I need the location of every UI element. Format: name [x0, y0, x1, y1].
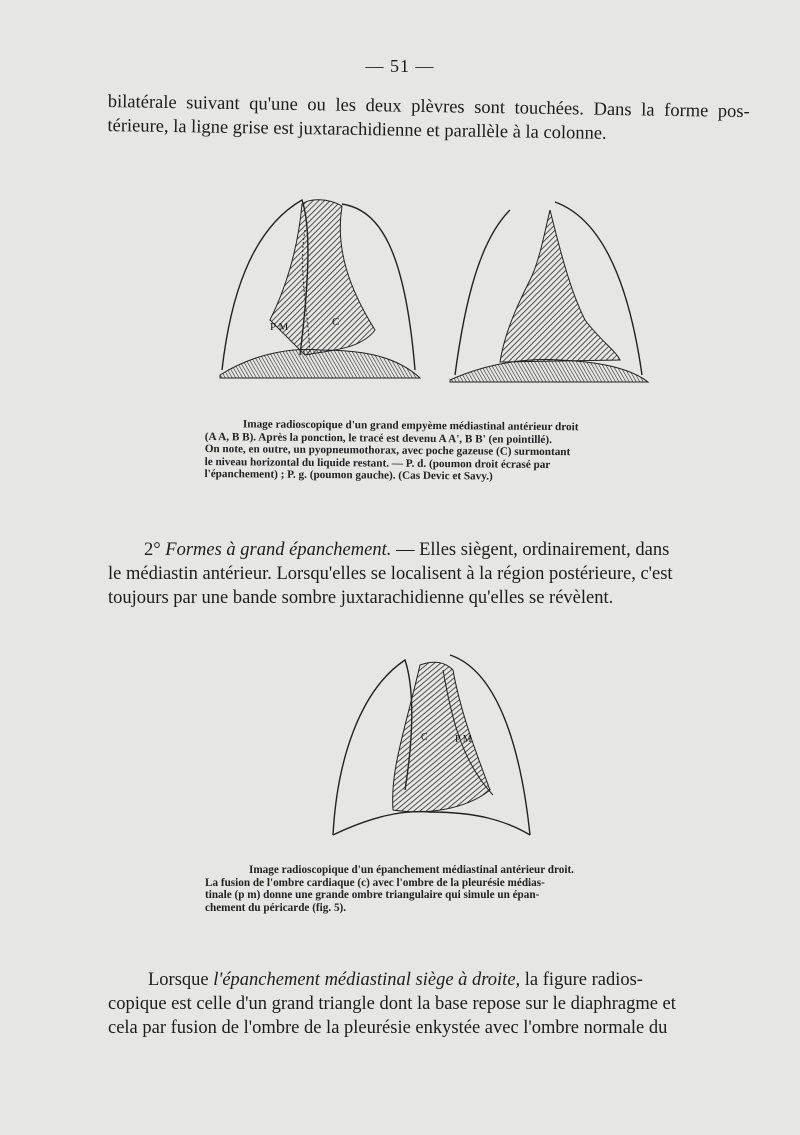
figure-1-caption: [204, 418, 672, 485]
paragraph-2-line-1-rest: — Elles siègent, ordinairement, dans: [391, 540, 670, 560]
figure-1-caption-line-2: (A A, B B). Après la ponction, le tracé est devenu A A', B B' (en pointillé).: [204, 430, 553, 446]
figure-1-label-c: C: [332, 316, 340, 328]
figure-1-right-panel: [450, 202, 648, 382]
paragraph-3-line-2: copique est celle d'un grand triangle dont la base repose sur le diaphragme et: [108, 994, 676, 1014]
figure-2-label-pm: P M: [455, 734, 472, 745]
paragraph-2: [108, 538, 750, 610]
paragraph-2-line-2: le médiastin antérieur. Lorsqu'elles se localisent à la région postérieure, c'est: [108, 564, 673, 584]
figure-1-caption-line-5: l'épanchement) ; P. g. (poumon gauche). (Cas Devic et Savy.): [204, 468, 493, 483]
paragraph-2-number: 2°: [144, 540, 161, 560]
figure-1-caption-line-1: Image radioscopique d'un grand empyème médiastinal antérieur droit: [242, 418, 579, 434]
paragraph-3-line-3: cela par fusion de l'ombre de la pleurésie enkystée avec l'ombre normale du: [108, 1018, 668, 1038]
paragraph-2-heading: Formes à grand épanchement.: [165, 540, 392, 560]
page-number: — 51 —: [365, 56, 435, 76]
paragraph-3-line-1: [108, 968, 750, 992]
paragraph-3: [108, 968, 750, 1040]
figure-2-caption-line-2: La fusion de l'ombre cardiaque (c) avec l'ombre de la pleurésie médias-: [205, 876, 545, 889]
figure-2-drawing: [325, 650, 535, 840]
paragraph-1: [107, 90, 750, 148]
paragraph-1-line-2: térieure, la ligne grise est juxtarachidienne et parallèle à la colonne.: [107, 115, 607, 144]
figure-2-caption: [205, 864, 672, 914]
figure-1-label-pm: P M: [270, 321, 289, 333]
paragraph-2-line-1: [108, 538, 750, 562]
figure-1-caption-line-4: le niveau horizontal du liquide restant. — P. d. (poumon droit écrasé par: [204, 455, 551, 471]
paragraph-3-start: Lorsque: [148, 970, 214, 990]
figure-1-drawing: [210, 190, 660, 390]
figure-1-caption-line-3: On note, en outre, un pyopneumothorax, avec poche gazeuse (C) surmontant: [204, 443, 571, 459]
figure-2-caption-line-4: chement du péricarde (fig. 5).: [205, 901, 347, 914]
paragraph-1-line-1: bilatérale suivant qu'une ou les deux plèvres sont touchées. Dans la forme pos-: [107, 91, 750, 123]
paragraph-2-line-3: toujours par une bande sombre juxtarachidienne qu'elles se révèlent.: [108, 588, 614, 608]
paragraph-3-italic: l'épanchement médiastinal siège à droite,: [213, 970, 521, 990]
figure-2: [325, 650, 535, 840]
figure-2-caption-line-1: Image radioscopique d'un épanchement médiastinal antérieur droit.: [249, 864, 574, 876]
figure-1-left-panel: [220, 200, 420, 378]
figure-2-caption-line-3: tinale (p m) donne une grande ombre triangulaire qui simule un épan-: [205, 889, 540, 902]
figure-1: [210, 190, 660, 390]
paragraph-3-line-1-rest: la figure radios-: [520, 970, 643, 990]
figure-2-label-c: C: [421, 732, 428, 743]
